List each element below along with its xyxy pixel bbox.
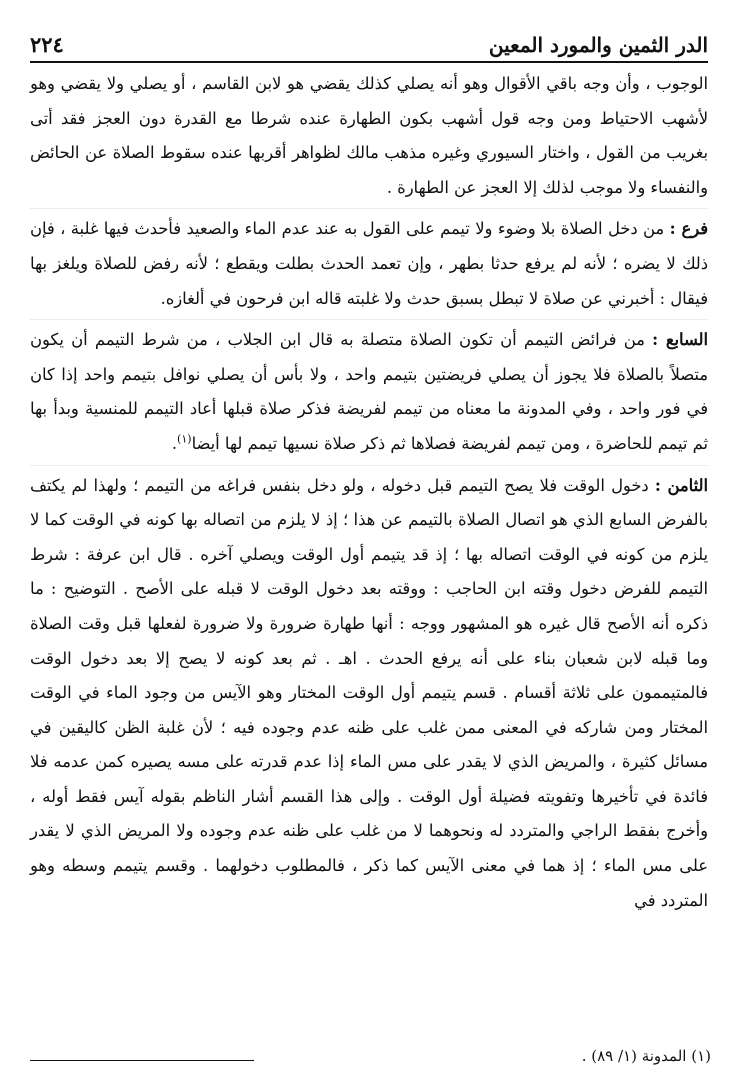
paragraph-text: الوجوب ، وأن وجه باقي الأقوال وهو أنه يصلي كذلك يقضي هو لابن القاسم ، أو يصلي ولا يقضي وهو لأشهب الاحتياط ومن وجه قول أشهب بكون الطهارة عنده شرطا مع القدرة دون العجز فقد أتى بغريب من القول ، واختار السيوري وغيره مذهب مالك لظواهر أقربها عنده سقوط الصلاة عن الحائض والنفساء ولا موجب لذلك إلا العجز عن الطهارة . (30, 74, 708, 197)
footnote-divider (30, 1060, 254, 1061)
body-text (30, 67, 708, 918)
paragraph-lead: الثامن : (654, 475, 708, 495)
paragraph-text: من دخل الصلاة بلا وضوء ولا تيمم على القول به عند عدم الماء والصعيد فأحدث فيها غلبة ، فإن ذلك لا يضره ؛ لأنه لم يرفع حدثا بطهر ، وإن تعمد الحدث بطلت ويقطع ؛ لأنه رفض للصلاة ويلغز بها فيقال : أخبرني عن صلاة لا تبطل بسبق حدث ولا غلبته قاله ابن فرحون في ألغازه. (30, 219, 708, 308)
paragraph-sabi (30, 319, 708, 461)
page-header (30, 24, 708, 63)
paragraph-lead: السابع : (652, 330, 708, 350)
paragraph-far (30, 208, 708, 316)
paragraph-text: دخول الوقت فلا يصح التيمم قبل دخوله ، ولو دخل بنفس فراغه من التيمم ؛ ولهذا لم يكتف بالفرض السابع الذي هو اتصال الصلاة بالتيمم عن هذا ؛ إذ لا يلزم من اتصاله بها كونه في الوقت كما لا يلزم من كونه في الوقت اتصاله بها ؛ إذ قد يتيمم أول الوقت ويصلي آخره . قال ابن عرفة : شرط التيمم للفرض دخول وقته ابن الحاجب : ووقته بعد دخول الوقت لا قبله على الأصح . التوضيح : ما ذكره أنه الأصح قال غيره هو المشهور ووجه : أنها طهارة ضرورة ولا ضرورة لفعلها قبل وقت الصلاة وما قبله لابن شعبان بناء على أنه يرفع الحدث . اهـ . ثم بعد كونه لا يصح إلا بعد دخول الوقت فالمتيممون على ثلاثة أقسام . قسم يتيمم أول الوقت المختار وهو الآيس من وجود الماء في الوقت المختار ومن شاركه في المعنى ممن غلب على ظنه عدم وجوده فيه ؛ لأن غلبة الظن كاليقين في مسائل كثيرة ، والمريض الذي لا يقدر على مس الماء إذا عدم قدرته على مسه يصيره كمن عدمه فلا فائدة في تأخيرها وتفويته فضيلة أول الوقت . وإلى هذا القسم أشار الناظم بقوله آيس فقط أوله ، وأخرج بفقط الراجي والمتردد له ونحوهما لا من غلب على ظنه عدم وجوده ولا المريض الذي لا يقدر على مس الماء ؛ إذ هما في معنى الآيس كما ذكر ، فالمطلوب دخولهما . وقسم يتيمم وسطه وهو المتردد في (30, 475, 708, 910)
running-title: الدر الثمين والمورد المعين (488, 33, 708, 57)
book-page (30, 24, 708, 1054)
paragraph-lead: فرع : (669, 219, 708, 239)
paragraph-wujub (30, 67, 708, 205)
paragraph-tail: . (171, 433, 178, 453)
paragraph-thamin (30, 465, 708, 919)
footnote: (١) المدونة (١/ ٨٩) . (581, 1047, 711, 1065)
paragraph-text: من فرائض التيمم أن تكون الصلاة متصلة به قال ابن الجلاب ، من شرط التيمم أن يكون متصلاً بالصلاة فلا يجوز أن يصلي فريضتين بتيمم واحد ، ولا بأس أن يصلي نوافل بتيمم واحد إذا كان في فور واحد ، وفي المدونة ما معناه من تيمم لفريضة فذكر صلاة قبلها أعاد التيمم للمنسية وبدأ بها ثم تيمم للحاضرة ، ومن تيمم لفريضة فصلاها ثم ذكر صلاة نسيها تيمم لها أيضا (30, 330, 708, 453)
page-number: ٢٢٤ (30, 32, 64, 57)
footnote-reference[interactable]: (١) (177, 432, 192, 446)
